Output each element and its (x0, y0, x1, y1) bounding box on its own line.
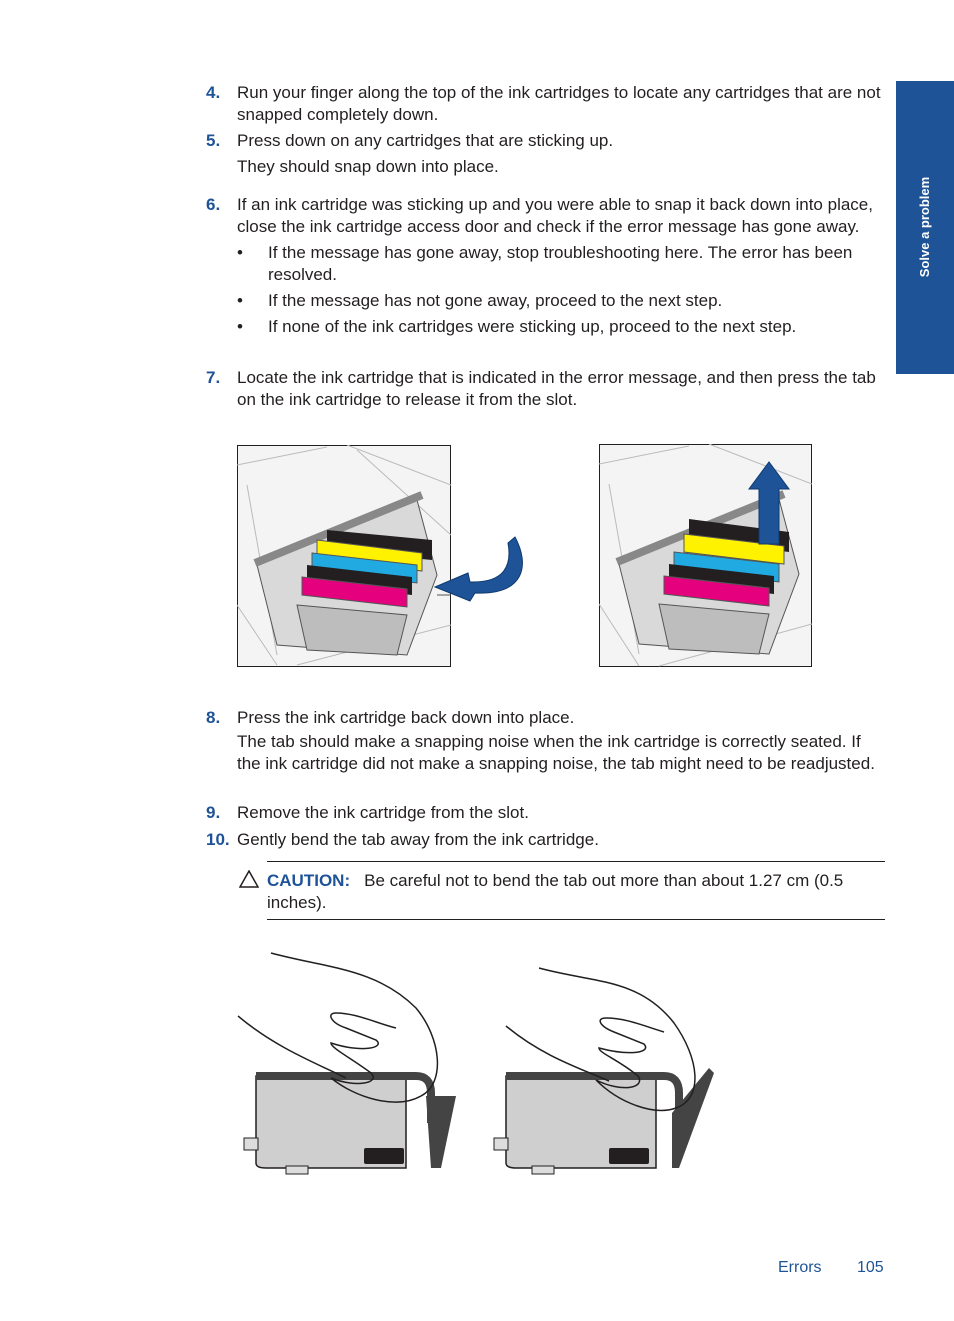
caution-box (267, 861, 885, 920)
bullet-mark: • (237, 243, 243, 262)
step-4 (206, 82, 887, 126)
bullet-item (237, 290, 887, 312)
step-subtext: The tab should make a snapping noise when the ink cartridge is correctly seated. If the ink cartridge did not make a snapping noise, the tab might need to be readjusted. (237, 732, 875, 773)
step-number: 4. (206, 83, 221, 102)
step-number: 7. (206, 368, 221, 387)
step-text: Gently bend the tab away from the ink cartridge. (237, 830, 599, 849)
step-text: Locate the ink cartridge that is indicated in the error message, and then press the tab on the ink cartridge to release it from the slot. (237, 368, 876, 409)
step-text: Run your finger along the top of the ink cartridges to locate any cartridges that are not snapped completely down. (237, 83, 881, 124)
step-7 (206, 367, 887, 411)
bullet-text: If the message has gone away, stop troubleshooting here. The error has been resolved. (268, 243, 853, 284)
caution-label: CAUTION: (267, 871, 351, 890)
figure-bend-tab (236, 948, 716, 1178)
step-text: Press the ink cartridge back down into place. (237, 708, 575, 727)
bullet-text: If none of the ink cartridges were sticking up, proceed to the next step. (268, 317, 797, 336)
caution-text: Be careful not to bend the tab out more than about 1.27 cm (0.5 inches). (267, 871, 844, 912)
bullet-mark: • (237, 291, 243, 310)
hand-right (494, 968, 714, 1174)
bullet-mark: • (237, 317, 243, 336)
step-number: 9. (206, 803, 221, 822)
step-text: If an ink cartridge was sticking up and you were able to snap it back down into place, close the ink cartridge access door and check if the error message has gone away. (237, 195, 873, 236)
arrow-icon (430, 535, 530, 605)
step-10 (206, 829, 887, 851)
side-tab (896, 81, 954, 374)
figure-press-tab (237, 445, 451, 667)
step-number: 6. (206, 195, 221, 214)
step-number: 8. (206, 708, 221, 727)
figure-release-cartridge (599, 444, 812, 667)
bullet-item (237, 242, 887, 286)
caution-content (267, 870, 867, 914)
side-tab-label: Solve a problem (917, 176, 932, 278)
hand-left (238, 953, 456, 1174)
step-9 (206, 802, 887, 824)
step-number: 5. (206, 131, 221, 150)
step-8 (206, 707, 887, 775)
step-5 (206, 130, 887, 178)
step-text: Remove the ink cartridge from the slot. (237, 803, 529, 822)
caution-triangle-icon (239, 870, 259, 888)
step-text: Press down on any cartridges that are sticking up. (237, 131, 614, 150)
bullet-text: If the message has not gone away, proceed to the next step. (268, 291, 723, 310)
step-6 (206, 194, 887, 338)
footer-section: Errors (778, 1259, 822, 1276)
step-subtext: They should snap down into place. (237, 157, 499, 176)
step-number: 10. (206, 830, 230, 849)
page-number: 105 (857, 1259, 884, 1276)
bullet-item (237, 316, 887, 338)
